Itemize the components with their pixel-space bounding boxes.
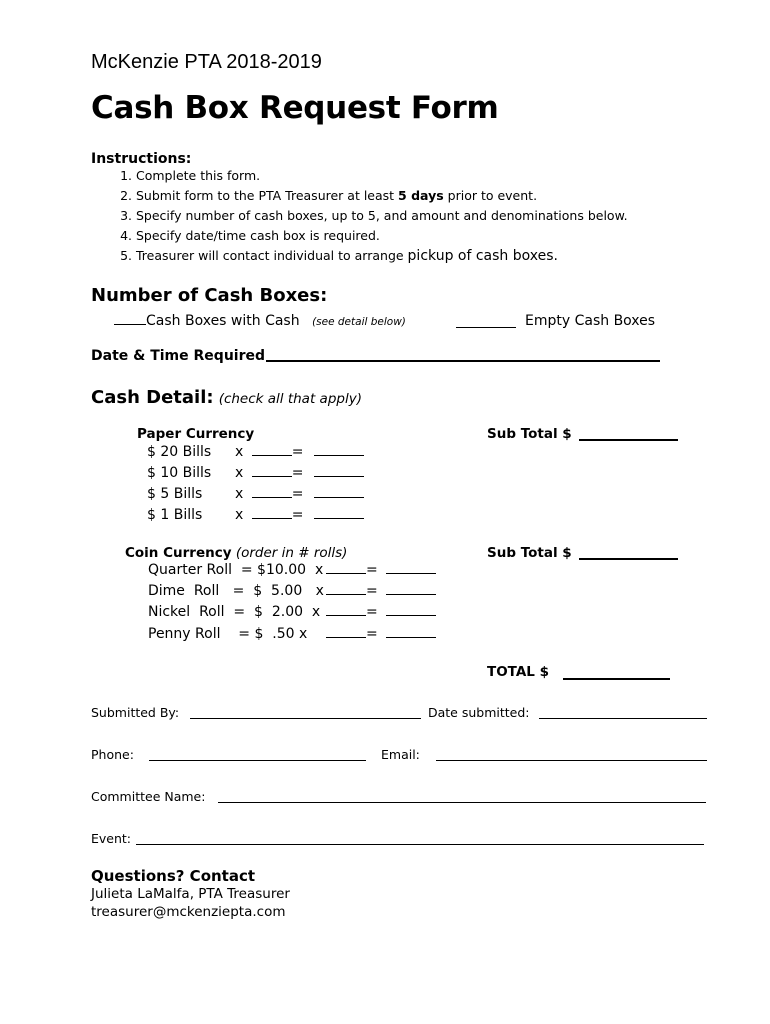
coin-row-nickel xyxy=(148,604,436,620)
instruction-item xyxy=(136,186,628,206)
coin-row-quarter xyxy=(148,562,436,578)
event-label: Event: xyxy=(91,831,132,846)
instruction-text: Submit form to the PTA Treasurer at least xyxy=(136,188,399,203)
paper-subtotal-label: Sub Total $ xyxy=(487,426,572,442)
empty-boxes-count-field[interactable] xyxy=(456,327,516,328)
coin-row-dime xyxy=(148,583,436,599)
times-sign: x xyxy=(235,486,244,502)
cash-boxes-with-cash-label: Cash Boxes with Cash xyxy=(146,313,300,329)
equals-sign: = xyxy=(366,562,378,578)
contact-name: Julieta LaMalfa, PTA Treasurer xyxy=(91,886,290,902)
date-time-label: Date & Time Required xyxy=(91,348,266,364)
amount-field[interactable] xyxy=(386,573,436,574)
page-title: Cash Box Request Form xyxy=(91,90,499,126)
phone-field[interactable] xyxy=(149,760,366,761)
committee-name-label: Committee Name: xyxy=(91,789,206,804)
date-time-field[interactable] xyxy=(266,360,660,362)
quantity-field[interactable] xyxy=(252,518,292,519)
instruction-item xyxy=(136,206,628,226)
roll-label: Nickel Roll = $ 2.00 x xyxy=(148,604,321,620)
denomination-label: $ 20 Bills xyxy=(147,444,212,460)
instruction-item xyxy=(136,166,628,186)
instruction-text: Specify number of cash boxes, up to 5, and amount and denominations below. xyxy=(136,208,628,223)
roll-label: Dime Roll = $ 5.00 x xyxy=(148,583,324,599)
cash-detail-note: (check all that apply) xyxy=(218,391,362,407)
instruction-emphasis: 5 days xyxy=(398,188,444,203)
equals-sign: = xyxy=(366,626,378,642)
submitted-by-field[interactable] xyxy=(190,718,421,719)
equals-sign: = xyxy=(366,583,378,599)
instruction-text: pickup of cash boxes. xyxy=(407,248,558,264)
amount-field[interactable] xyxy=(386,594,436,595)
quantity-field[interactable] xyxy=(326,594,366,595)
equals-sign: = xyxy=(366,604,378,620)
email-label: Email: xyxy=(381,747,420,762)
quantity-field[interactable] xyxy=(252,476,292,477)
roll-label: Quarter Roll = $10.00 x xyxy=(148,562,324,578)
paper-subtotal-field[interactable] xyxy=(579,439,678,441)
quantity-field[interactable] xyxy=(252,497,292,498)
instruction-item xyxy=(136,246,628,266)
roll-label: Penny Roll = $ .50 x xyxy=(148,626,308,642)
instruction-text: prior to event. xyxy=(443,188,538,203)
coin-currency-heading-row xyxy=(125,545,347,561)
event-field[interactable] xyxy=(136,844,704,845)
instruction-text: Treasurer will contact individual to arrange xyxy=(136,248,408,263)
total-field[interactable] xyxy=(563,678,670,680)
equals-sign: = xyxy=(291,507,304,523)
amount-field[interactable] xyxy=(386,637,436,638)
committee-name-field[interactable] xyxy=(218,802,706,803)
paper-row-20 xyxy=(147,444,364,460)
paper-row-1 xyxy=(147,507,364,523)
amount-field[interactable] xyxy=(386,615,436,616)
equals-sign: = xyxy=(291,465,304,481)
instruction-text: Complete this form. xyxy=(136,168,261,183)
paper-row-5 xyxy=(147,486,364,502)
quantity-field[interactable] xyxy=(252,455,292,456)
times-sign: x xyxy=(235,465,244,481)
cash-boxes-heading: Number of Cash Boxes: xyxy=(91,285,328,306)
phone-label: Phone: xyxy=(91,747,134,762)
contact-heading: Questions? Contact xyxy=(91,867,256,885)
amount-field[interactable] xyxy=(314,497,364,498)
email-field[interactable] xyxy=(436,760,707,761)
coin-subtotal-field[interactable] xyxy=(579,558,678,560)
instruction-text: Specify date/time cash box is required. xyxy=(136,228,380,243)
coin-currency-note: (order in # rolls) xyxy=(235,545,348,561)
date-submitted-field[interactable] xyxy=(539,718,707,719)
instruction-item xyxy=(136,226,628,246)
amount-field[interactable] xyxy=(314,518,364,519)
see-detail-note: (see detail below) xyxy=(312,316,406,328)
quantity-field[interactable] xyxy=(326,637,366,638)
contact-email: treasurer@mckenziepta.com xyxy=(91,904,286,920)
times-sign: x xyxy=(235,444,244,460)
cash-boxes-count-field[interactable] xyxy=(114,324,146,325)
times-sign: x xyxy=(235,507,244,523)
equals-sign: = xyxy=(291,444,304,460)
cash-boxes-with-cash-row xyxy=(114,313,406,329)
denomination-label: $ 10 Bills xyxy=(147,465,212,481)
instructions-heading: Instructions: xyxy=(91,151,192,167)
amount-field[interactable] xyxy=(314,455,364,456)
coin-subtotal-label: Sub Total $ xyxy=(487,545,572,561)
organization-name: McKenzie PTA 2018-2019 xyxy=(91,51,322,73)
denomination-label: $ 5 Bills xyxy=(147,486,203,502)
instructions-list xyxy=(91,166,628,266)
submitted-by-label: Submitted By: xyxy=(91,705,180,720)
quantity-field[interactable] xyxy=(326,615,366,616)
amount-field[interactable] xyxy=(314,476,364,477)
cash-detail-heading: Cash Detail: xyxy=(91,387,214,408)
date-submitted-label: Date submitted: xyxy=(428,705,530,720)
equals-sign: = xyxy=(291,486,304,502)
coin-row-penny xyxy=(148,626,436,642)
quantity-field[interactable] xyxy=(326,573,366,574)
coin-currency-heading: Coin Currency xyxy=(125,545,232,561)
cash-detail-heading-row xyxy=(91,387,362,408)
paper-row-10 xyxy=(147,465,364,481)
total-label: TOTAL $ xyxy=(487,664,549,680)
denomination-label: $ 1 Bills xyxy=(147,507,203,523)
empty-cash-boxes-label: Empty Cash Boxes xyxy=(525,313,656,329)
paper-currency-heading: Paper Currency xyxy=(137,426,255,442)
